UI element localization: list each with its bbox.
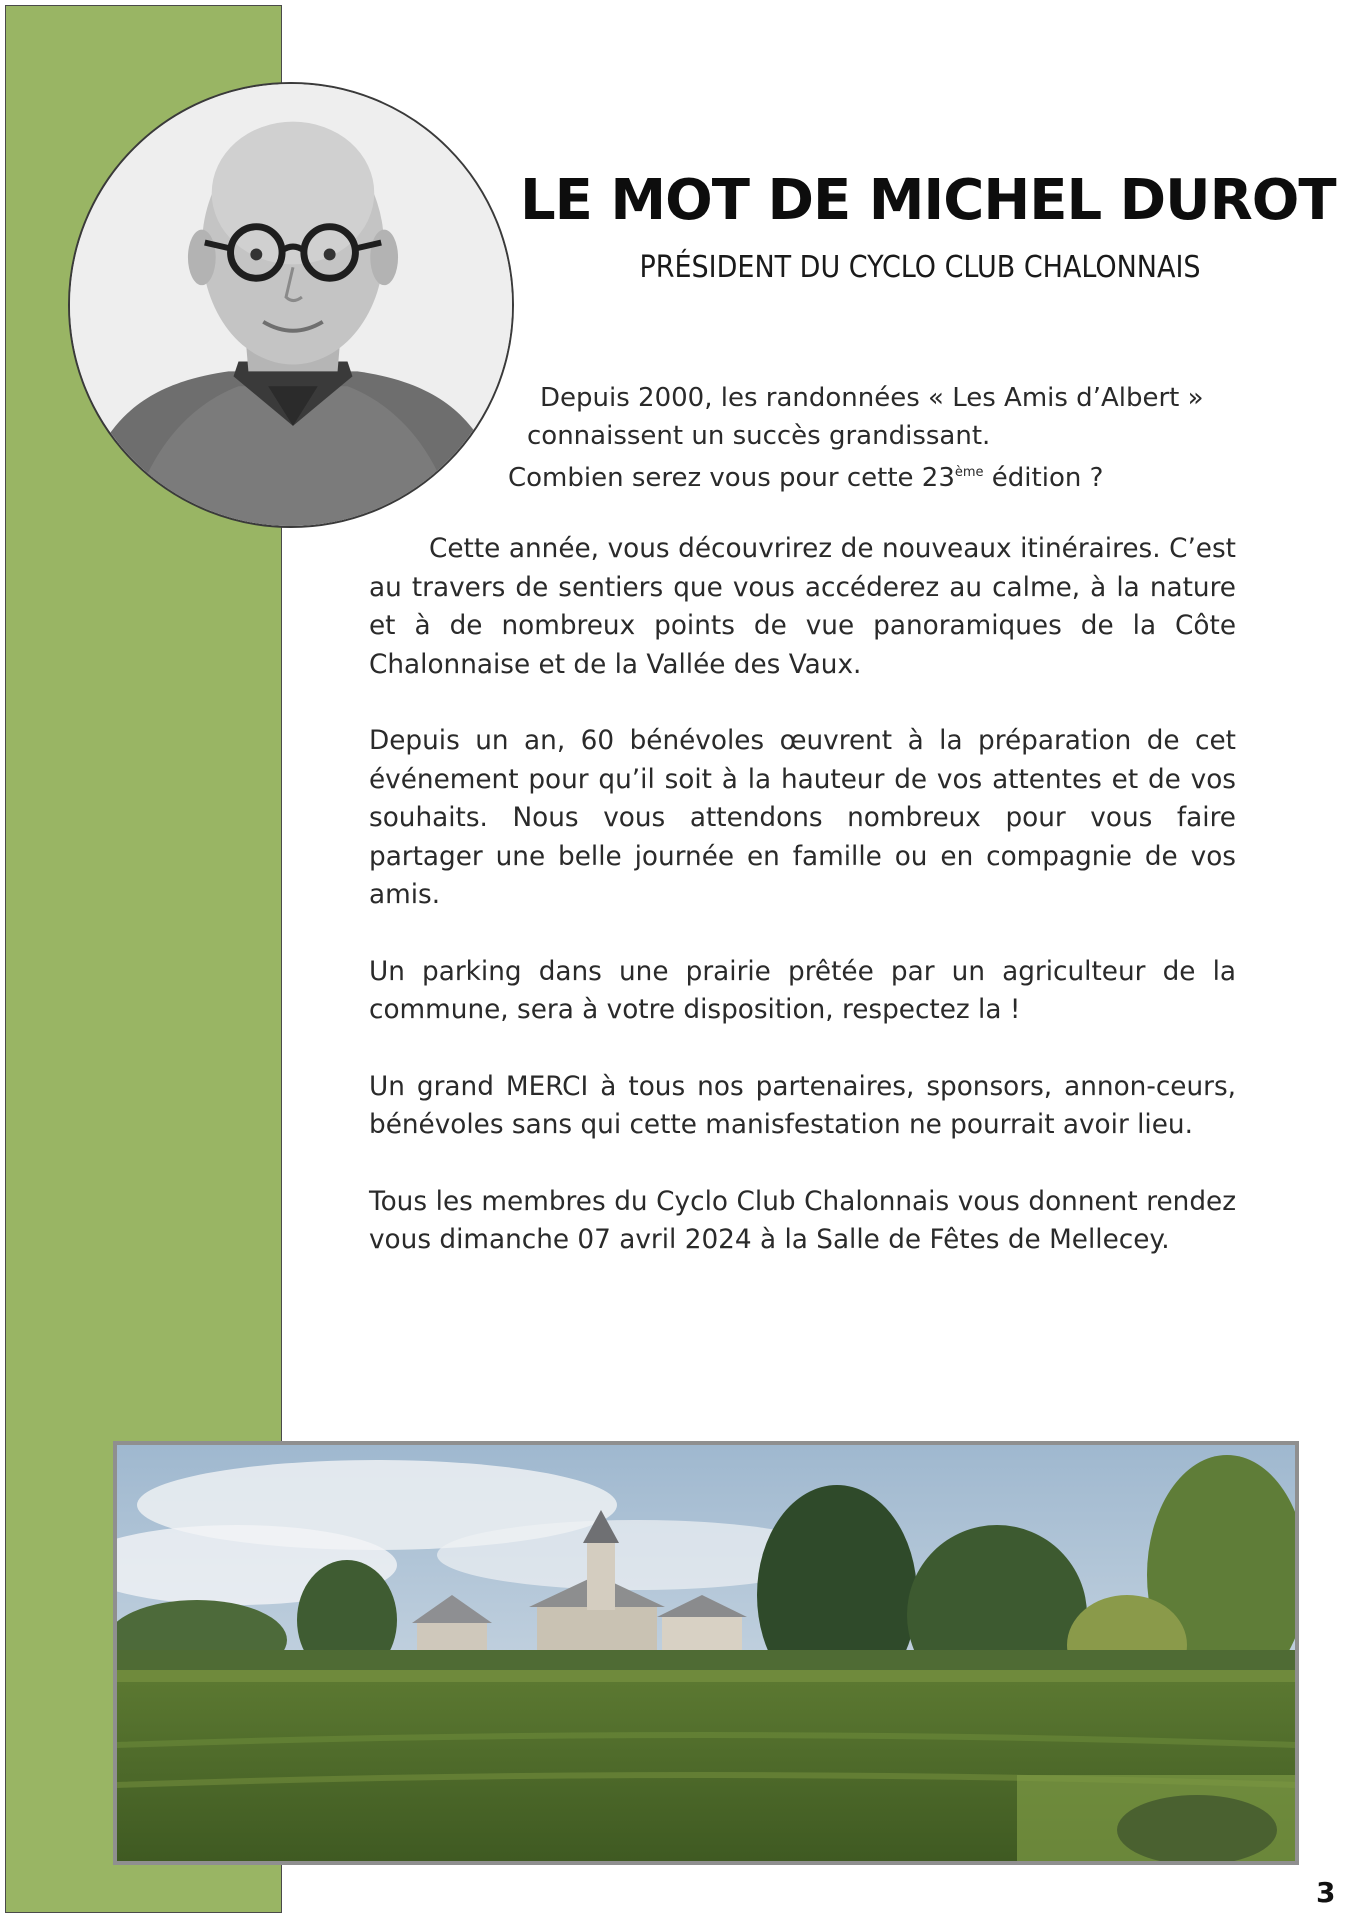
page-number: 3 (1316, 1876, 1336, 1909)
vineyard-village-photo (113, 1441, 1299, 1865)
paragraph: Depuis un an, 60 bénévoles œuvrent à la préparation de cet événement pour qu’il soit à la hauteur de vos attentes et de vos souhaits. Nous vous attendons nombreux pour vous faire partager une belle journée en famille ou en compagnie de vos amis. (369, 726, 1236, 910)
intro-line: connaissent un succès grandissant. (527, 421, 991, 451)
paragraph: Un grand MERCI à tous nos partenaires, sponsors, annon-ceurs, bénévoles sans qui cette manisfestation ne pourrait avoir lieu. (369, 1071, 1236, 1140)
portrait-photo (68, 82, 514, 528)
paragraph: Un parking dans une prairie prêtée par un agriculteur de la commune, sera à votre disposition, respectez la ! (369, 956, 1236, 1025)
paragraph: Cette année, vous découvrirez de nouveaux itinéraires. C’est au travers de sentiers que vous accéderez au calme, à la nature et à de nombreux points de vue panoramiques de la Côte Chalonnaise et de la Vallée des Vaux. (369, 534, 1236, 680)
paragraph: Tous les membres du Cyclo Club Chalonnais vous donnent rendez vous dimanche 07 avril 2024 à la Salle de Fêtes de Mellecey. (369, 1186, 1236, 1255)
intro-text: édition ? (983, 463, 1104, 493)
page-title: LE MOT DE MICHEL DUROT (520, 168, 1336, 233)
ordinal-suffix: ème (954, 465, 984, 480)
intro-line: Depuis 2000, les randonnées « Les Amis d’Albert » (540, 383, 1204, 413)
intro-line (508, 456, 1103, 495)
page-subtitle: PRÉSIDENT DU CYCLO CLUB CHALONNAIS (639, 250, 1201, 285)
intro-text: Combien serez vous pour cette 23 (508, 463, 955, 493)
message-body (369, 530, 1236, 1298)
